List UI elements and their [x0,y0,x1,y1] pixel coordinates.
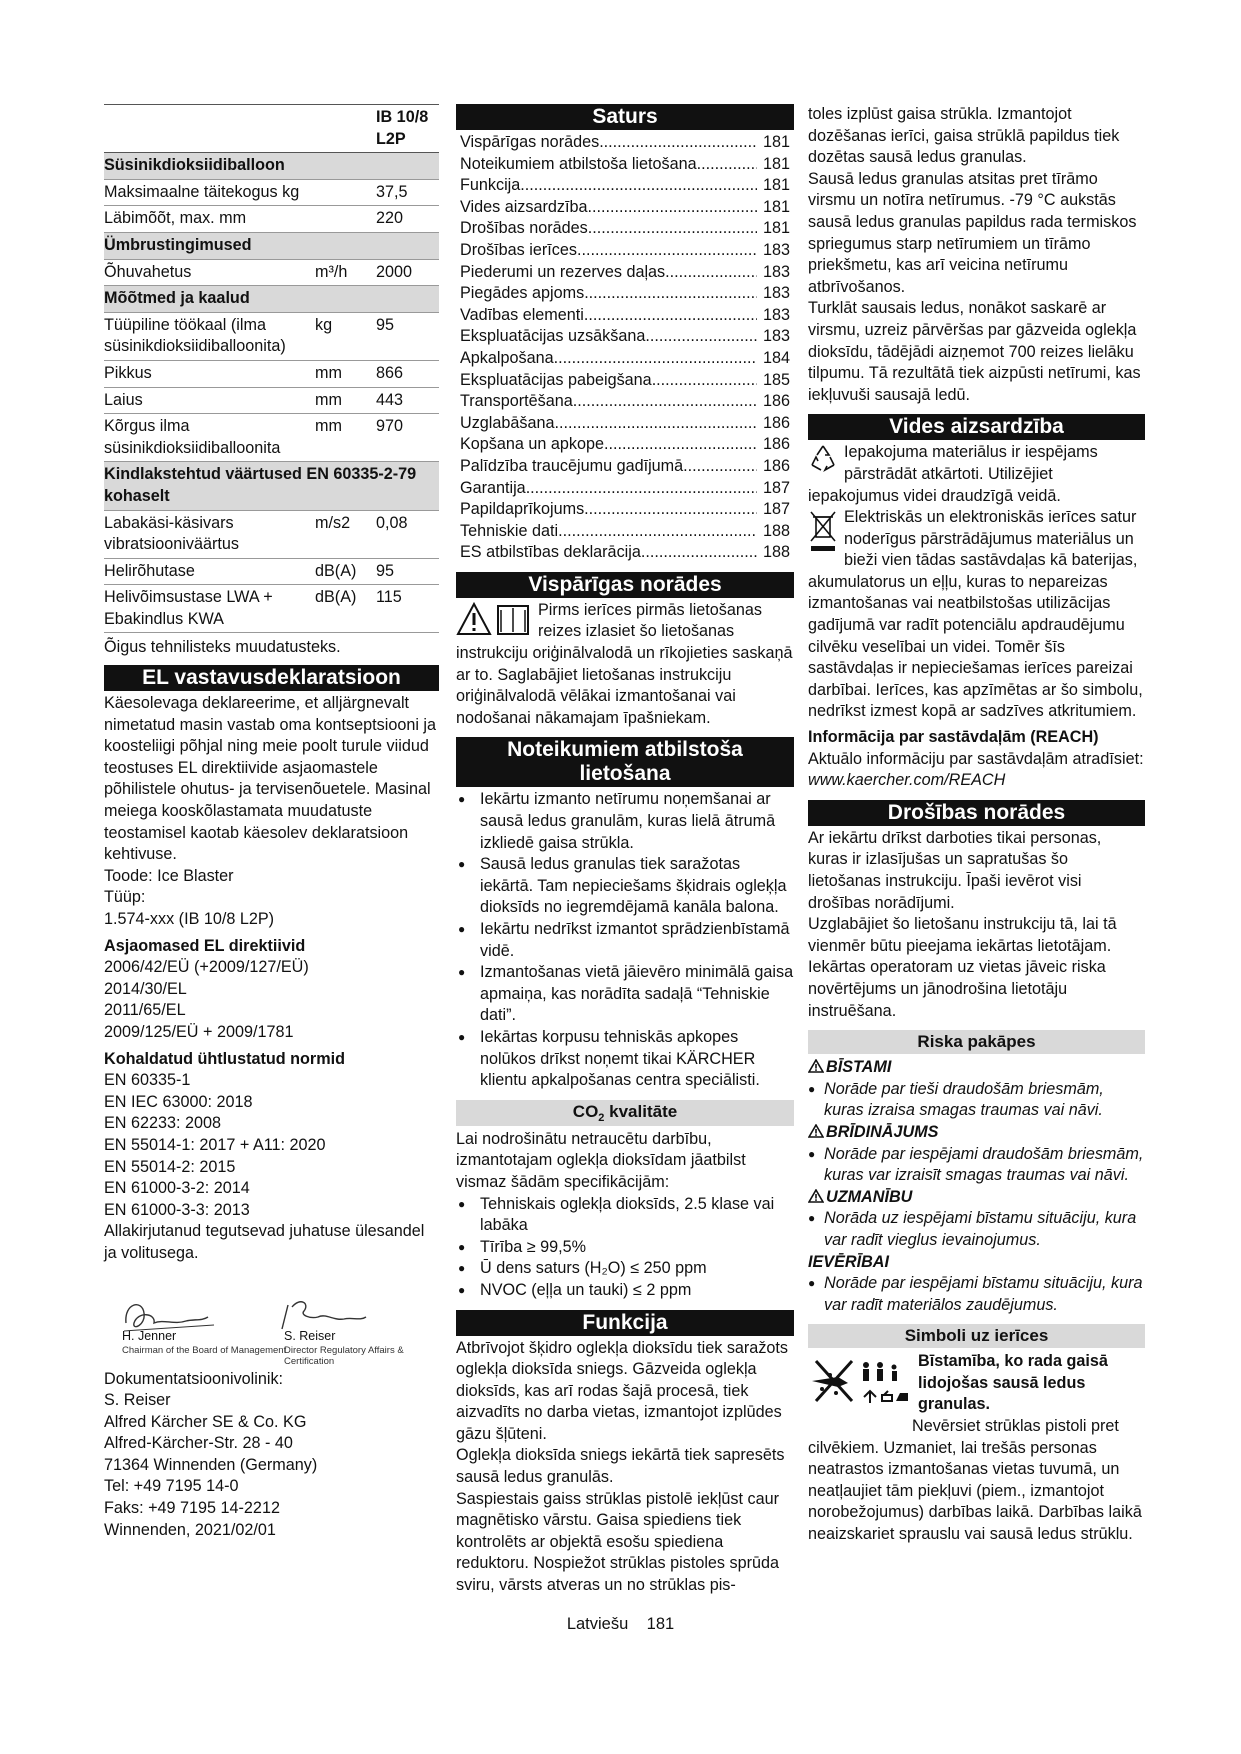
spec-row [104,387,439,414]
toc-entry [460,262,794,284]
signatures [104,1283,439,1367]
spec-label: Pikkus [104,360,315,387]
risk-desc: ● Norāde par iespējami bīstamu situāciju, kura var radīt materiālos zaudējumus. [808,1273,1145,1316]
toc-entry-label: Vadības elementi [460,305,584,324]
toc-entry [460,283,794,305]
safety-paragraph: Iekārtas operatoram uz vietas jāveic riska novērtējums un jānodrošina lietotāju instruēšana. [808,958,1106,1020]
toc-entry-label: Palīdzība traucējumu gadījumā [460,456,684,475]
spec-row [104,585,439,633]
spec-label: Tüüpiline töökaal (ilma süsinikdioksiidiballoonita) [104,312,315,360]
symbol-bold-text: Bīstamība, ko rada gaisā lidojošas sausā ledus granulas. [918,1352,1108,1414]
toc-entry-label: Funkcija [460,176,521,195]
spec-group-row [104,462,439,510]
env-weee-text: Elektriskās un elektroniskās ierīces satur noderīgus pārstrādājumus materiālus un bieži vien tādas sastāvdaļas kā baterijas, akumulatorus un eļļu, kuras to nepareizas izmantošanas vai neatbilstošas utilizācijas gadījumā var radīt potenciālu apdraudējumu cilvēku veselībai un videi. Tomēr šīs sastāvdaļas ir nepieciešamas ierīces pareizai darbībai. Ierīces, kas apzīmētas ar šo simbolu, nedrīkst izmest kopā ar sadzīves atkritumiem. [808,508,1143,721]
norm-item: EN IEC 63000: 2018 [104,1092,253,1111]
spec-label: Läbimõõt, max. mm [104,206,315,233]
warning-icon [808,1059,824,1073]
toc-entry-page: 181 [762,219,790,238]
toc-leader [584,283,757,305]
spec-value: 220 [376,206,439,233]
toc-entry-page: 187 [762,500,790,519]
function-heading: Funkcija [456,1310,794,1336]
function-paragraph: Sausā ledus granulas atsitas pret tīrāmo virsmu un notīra netīrumus. -79 °C aukstās sausā ledus granulas papildus rada termiskos spriegumus starp netīrumiem un tīrāmo priekšmetu, kas arī veicina netīrumu atbrīvošanos. [808,169,1137,296]
intended-bullet: ● Iekārtu izmanto netīrumu noņemšanai ar sausā ledus granulām, kuras lielā ātrumā izkliedē gaisa strūkla. [456,789,794,854]
reach-url: www.kaercher.com/REACH [808,771,1006,790]
toc-entry [460,175,794,197]
toc-entry [460,305,794,327]
doc-line: S. Reiser [104,1391,171,1410]
spec-value: 95 [376,558,439,585]
toc-entry-page: 187 [762,478,790,497]
toc-entry-page: 181 [762,133,790,151]
co2-heading-rest: kvalitāte [604,1101,678,1121]
toc-entry-label: Vides aizsardzība [460,197,588,216]
page-footer [0,1615,1241,1634]
toc-leader [604,434,757,456]
column-1 [104,104,439,1541]
el-intro: Käesolevaga deklareerime, et alljärgnevalt nimetatud masin vastab oma kontseptsiooni ja koosteliigi põhjal ning meie poolt turule viidud teostuses EL direktiivide asjaomastele põhilistele ohutus- ja tervisenõuetele. Masinal meiega kooskõlastamata muudatuste teostamisel kaotab käesolev deklaratsioon kehtivuse. [104,694,437,864]
risk-desc-list [808,1273,1145,1316]
spec-value: 2000 [376,259,439,286]
spec-unit: dB(A) [315,585,376,633]
spec-model-header: IB 10/8 L2P [376,105,439,153]
spec-label: Helirõhutase [104,558,315,585]
toc-entry-page: 183 [762,305,790,324]
doc-line: 71364 Winnenden (Germany) [104,1455,318,1474]
toc-leader [641,542,757,564]
toc-entry-label: Noteikumiem atbilstoša lietošana [460,154,697,173]
toc-entry [460,434,794,456]
co2-heading [456,1100,794,1126]
risk-title-text: UZMANĪBU [826,1187,913,1206]
toc-entry [460,542,794,564]
el-type-label: Tüüp: [104,888,146,907]
toc-leader [558,521,757,543]
intended-bullet: ● Izmantošanas vietā jāievēro minimālā gaisa apmaiņa, kas norādīta sadaļā “Tehniskie dati”. [456,962,794,1027]
safety-text [808,828,1145,1022]
toc-entry-label: Apkalpošana [460,348,554,367]
toc-entry-label: ES atbilstības deklarācija [460,543,641,562]
toc-leader [665,262,757,284]
toc-entry-page: 183 [762,240,790,259]
general-block [456,600,794,730]
recycle-icon [808,443,838,473]
el-directives-list [104,957,439,1043]
spec-unit: mm [315,387,376,414]
toc-leader [584,305,757,327]
toc-entry-page: 183 [762,284,790,303]
toc-leader [577,240,757,262]
spec-value: 443 [376,387,439,414]
el-norms-heading: Kohaldatud ühtlustatud normid [104,1049,345,1068]
spec-label: Labakäsi-käsivars vibratsiooniväärtus [104,510,315,558]
general-heading: Vispārīgas norādes [456,572,794,598]
risk-desc-list [808,1144,1145,1187]
spec-value: 115 [376,585,439,633]
footer-language: Latviešu [566,1615,629,1633]
risk-desc: ● Norāde par tieši draudošām briesmām, kuras izraisa smagas traumas vai nāvi. [808,1079,1145,1122]
risk-heading: Riska pakāpes [808,1030,1145,1054]
toc-leader [526,478,757,500]
toc-leader [554,348,757,370]
function-paragraph: Turklāt sausais ledus, nonākot saskarē ar virsmu, uzreiz pārvēršas par gāzveida oglekļa dioksīdu, tādējādi aizņemot 700 reizes lielāku tilpumu. Tā rezultātā tiek aizpūsti netīrumi, kas iekļuvuši sausajā ledū. [808,299,1141,404]
toc-entry-page: 188 [762,521,790,540]
function-paragraph: Saspiestais gaiss strūklas pistolē iekļūst caur magnētisko vārstu. Gaisa spiediens tiek kontrolēts ar objektā esošu spiediena reduktoru. Nospiežot strūklas pistoles sprūda sviru, vārsts atveras un no strūklas pis- [456,1489,780,1595]
toc-entry [460,478,794,500]
toc-entry-page: 181 [762,197,790,216]
risk-title-text: IEVĒRĪBAI [808,1252,889,1271]
doc-line: Alfred Kärcher SE & Co. KG [104,1412,307,1431]
co2-bullet: ● NVOC (eļļa un tauki) ≤ 2 ppm [456,1280,794,1302]
toc-entry [460,154,794,176]
el-directives-heading: Asjaomased EL direktiivid [104,936,306,955]
spec-header-row [104,105,439,153]
toc-entry-label: Tehniskie dati [460,521,559,540]
safety-paragraph: Uzglabājiet šo lietošanu instrukciju tā, lai tā vienmēr būtu pieejama iekārtas lietotājam. [808,915,1117,955]
function-text [456,1338,794,1597]
toc-entry [460,132,794,154]
directive-item: 2011/65/EL [104,1001,186,1020]
toc-leader [652,370,757,392]
spec-value: 970 [376,414,439,462]
co2-bullet: ● Tīrība ≥ 99,5% [456,1237,794,1259]
function-paragraph: Atbrīvojot šķidro oglekļa dioksīdu tiek saražots oglekļa dioksīda sniegs. Gāzveida oglekļa dioksīds, kas arī rodas šajā procesā, tiek aizvadīts no darba vietas, izmantojot izplūdes gāzu šļūteni. [456,1338,789,1443]
toc-entry-label: Kopšana un apkope [460,435,605,454]
spec-unit [315,179,376,206]
column-3 [808,104,1145,1546]
column-2 [456,104,794,1597]
symbol-text: Nevērsiet strūklas pistoli pret cilvēkiem. Uzmaniet, lai trešās personas neatrastos izmantošanas vietas tuvumā, un neatļaujiet tām piekļuvi (piem., izmantojot norobežojumus) darbības laikā. Darbības laikā neaizskariet sprauslu vai sausā ledus strūklu. [808,1417,1142,1544]
spec-group-label: Süsinikdioksiidiballoon [104,153,439,180]
co2-heading-main: CO [572,1101,599,1121]
spec-unit: m/s2 [315,510,376,558]
spec-row [104,558,439,585]
toc-entry [460,197,794,219]
doc-line: Winnenden, 2021/02/01 [104,1520,276,1539]
norm-item: EN 60335-1 [104,1071,191,1090]
risk-desc-list [808,1079,1145,1122]
co2-bullet: ● Tehniskais oglekļa dioksīds, 2.5 klase vai labāka [456,1194,794,1237]
directive-item: 2014/30/EL [104,979,187,998]
toc-entry-label: Garantija [460,478,526,497]
el-signature-note: Allakirjutanud tegutsevad juhatuse ülesandel ja volitusega. [104,1222,425,1262]
warning-icon [808,1124,824,1138]
function-paragraph: toles izplūst gaisa strūkla. Izmantojot dozēšanas ierīci, gaisa strūklā papildus tiek dozētas sausā ledus granulas. [808,105,1120,167]
el-type-value: 1.574-xxx (IB 10/8 L2P) [104,910,275,928]
toc-entry [460,218,794,240]
co2-text: Lai nodrošinātu netraucētu darbību, izmantotajam oglekļa dioksīdam jāatbilst vismaz šādām specifikācijām: [456,1129,746,1191]
spec-group-row [104,286,439,313]
co2-bullet: ● Ū dens saturs (H₂O) ≤ 250 ppm [456,1258,794,1280]
env-heading: Vides aizsardzība [808,414,1145,440]
toc-entry-label: Drošības norādes [460,219,588,238]
risk-title [808,1252,1145,1274]
toc-entry-label: Drošības ierīces [460,240,577,259]
toc-entry-page: 183 [762,262,790,281]
spec-label: Õhuvahetus [104,259,315,286]
spec-value: 37,5 [376,179,439,206]
toc-entry [460,521,794,543]
risk-title-text: BRĪDINĀJUMS [826,1122,939,1141]
general-text: Pirms ierīces pirmās lietošanas reizes izlasiet šo lietošanas instrukciju oriģinālvalodā un rīkojieties saskaņā ar to. Saglabājiet lietošanas instrukciju oriģinālvalodā vēlākai izmantošanai vai nodošanai nākamajam īpašniekam. [456,600,793,727]
safety-heading: Drošības norādes [808,800,1145,826]
spec-row [104,414,439,462]
doc-contact [104,1369,439,1542]
risk-desc: ● Norāde par iespējami draudošām briesmām, kuras var izraisīt smagas traumas vai nāvi. [808,1144,1145,1187]
risk-levels [808,1057,1145,1316]
norm-item: EN 61000-3-2: 2014 [104,1179,250,1198]
spec-row [104,360,439,387]
intended-heading: Noteikumiem atbilstoša lietošana [456,737,794,787]
spec-note: Õigus tehnilisteks muudatusteks. [104,638,341,657]
signer1-title: Chairman of the Board of Management [122,1344,287,1356]
spec-label: Kõrgus ilma süsinikdioksiidiballoonita [104,414,315,462]
toc-entry-label: Uzglabāšana [460,413,555,432]
toc-entry-page: 186 [762,392,790,411]
norm-item: EN 55014-2: 2015 [104,1157,236,1176]
toc-leader [555,413,757,435]
spec-unit: dB(A) [315,558,376,585]
risk-desc-list [808,1208,1145,1251]
spec-unit [315,206,376,233]
spec-row [104,206,439,233]
spec-row [104,510,439,558]
spec-group-label: Ümbrustingimused [104,232,439,259]
footer-page-number: 181 [646,1615,675,1633]
safety-paragraph: Ar iekārtu drīkst darboties tikai personas, kuras ir izlasījušas un sapratušas šo lietošanas instrukciju. Īpaši ievērot visi drošības norādījumi. [808,828,1102,912]
spec-row [104,312,439,360]
toc-entry-page: 181 [762,154,790,173]
risk-desc: ● Norāda uz iespējami bīstamu situāciju, kura var radīt vieglus ievainojumus. [808,1208,1145,1251]
toc-entry [460,456,794,478]
doc-line: Alfred-Kärcher-Str. 28 - 40 [104,1434,293,1453]
intended-bullet: ● Sausā ledus granulas tiek saražotas iekārtā. Tam nepieciešams šķidrais ogleķļa dioksīds no iegremdējamā kanāla balona. [456,854,794,919]
dry-ice-hazard-icon [808,1353,912,1407]
norm-item: EN 55014-1: 2017 + A11: 2020 [104,1135,326,1154]
toc-entry-page: 181 [762,176,790,195]
directive-item: 2006/42/EÜ (+2009/127/EÜ) [104,958,309,977]
toc-entry-page: 184 [762,348,790,367]
symbols-heading: Simboli uz ierīces [808,1324,1145,1348]
spec-group-row [104,153,439,180]
risk-title [808,1187,1145,1209]
spec-group-label: Mõõtmed ja kaalud [104,286,439,313]
co2-spec-list [456,1194,794,1302]
reach-text [808,749,1145,792]
toc-leader [587,197,757,219]
norm-item: EN 62233: 2008 [104,1114,222,1133]
spec-label: Laius [104,387,315,414]
spec-label: Maksimaalne täitekogus kg [104,179,315,206]
env-recycle-text: Iepakojuma materiālus ir iespējams pārstrādāt atkārtoti. Utilizējiet iepakojumus videi draudzīgā veidā. [808,443,1098,505]
warning-icon [808,1189,824,1203]
el-product: Toode: Ice Blaster [104,866,234,885]
toc-entry-page: 186 [762,456,790,475]
spec-group-label: Kindlakstehtud väärtused EN 60335-2-79 kohaselt [104,462,439,510]
toc-entry-page: 188 [762,543,790,562]
toc-entry-label: Piegādes apjoms [460,284,585,303]
doc-line: Faks: +49 7195 14-2212 [104,1499,280,1518]
toc-heading: Saturs [456,104,794,130]
toc-entry-page: 185 [762,370,790,389]
spec-value: 95 [376,312,439,360]
toc-leader [645,326,757,348]
toc-leader [697,154,757,176]
spec-table [104,104,439,633]
spec-row [104,259,439,286]
directive-item: 2009/125/EÜ + 2009/1781 [104,1022,294,1041]
toc-entry [460,391,794,413]
toc-leader [520,175,757,197]
toc-entry-label: Papildaprīkojums [460,500,585,519]
spec-value: 0,08 [376,510,439,558]
spec-value: 866 [376,360,439,387]
table-of-contents [460,132,794,564]
toc-entry-page: 186 [762,413,790,432]
function-paragraph: Oglekļa dioksīda sniegs iekārtā tiek sapresēts sausā ledus granulās. [456,1446,785,1487]
crossed-bin-icon [808,509,838,553]
toc-entry-label: Ekspluatācijas pabeigšana [460,370,652,389]
spec-label: Helivõimsustase LWA + Ebakindlus KWA [104,585,315,633]
doc-line: Tel: +49 7195 14-0 [104,1477,239,1496]
toc-entry-label: Transportēšana [460,392,573,411]
reach-text-main: Aktuālo informāciju par sastāvdaļām atradīsiet: [808,749,1144,768]
spec-unit: kg [315,312,376,360]
spec-unit: m³/h [315,259,376,286]
toc-entry-label: Vispārīgas norādes [460,133,600,151]
el-heading: EL vastavusdeklaratsioon [104,665,439,691]
spec-row [104,179,439,206]
toc-entry [460,240,794,262]
toc-entry [460,370,794,392]
spec-unit: mm [315,414,376,462]
spec-unit: mm [315,360,376,387]
toc-leader [584,499,757,521]
risk-title-text: BĪSTAMI [826,1058,892,1077]
spec-group-row [104,232,439,259]
toc-leader [683,456,757,478]
toc-entry-label: Piederumi un rezerves daļas [460,262,666,281]
co2-heading-sub: 2 [598,1111,605,1124]
toc-entry-page: 183 [762,327,790,346]
toc-entry [460,348,794,370]
toc-entry [460,326,794,348]
intended-bullet: ● Iekārtu nedrīkst izmantot sprādzienbīstamā vidē. [456,919,794,962]
toc-entry-label: Ekspluatācijas uzsākšana [460,327,646,346]
toc-entry-page: 186 [762,435,790,454]
env-weee-block [808,507,1145,723]
toc-leader [573,391,757,413]
symbol-block [808,1351,1145,1545]
function-continued [808,104,1145,406]
toc-leader [588,218,757,240]
env-recycle-block [808,442,1145,507]
signer1-name: H. Jenner [122,1328,177,1343]
toc-entry [460,499,794,521]
intended-bullet: ● Iekārtas korpusu tehniskās apkopes nolūkos drīkst noņemt tikai KÄRCHER klientu apkalpošanas centra speciālisti. [456,1027,794,1092]
signer2-name: S. Reiser [284,1328,336,1343]
warning-book-icon [456,602,532,638]
toc-entry [460,413,794,435]
intended-use-list [456,789,794,1091]
doc-line: Dokumentatsioonivolinik: [104,1369,284,1388]
risk-title [808,1057,1145,1079]
toc-leader [599,132,757,154]
risk-title [808,1122,1145,1144]
reach-heading: Informācija par sastāvdaļām (REACH) [808,728,1099,747]
norm-item: EN 61000-3-3: 2013 [104,1200,250,1219]
signer2-title: Director Regulatory Affairs & Certification [284,1344,404,1367]
el-norms-list [104,1070,439,1221]
